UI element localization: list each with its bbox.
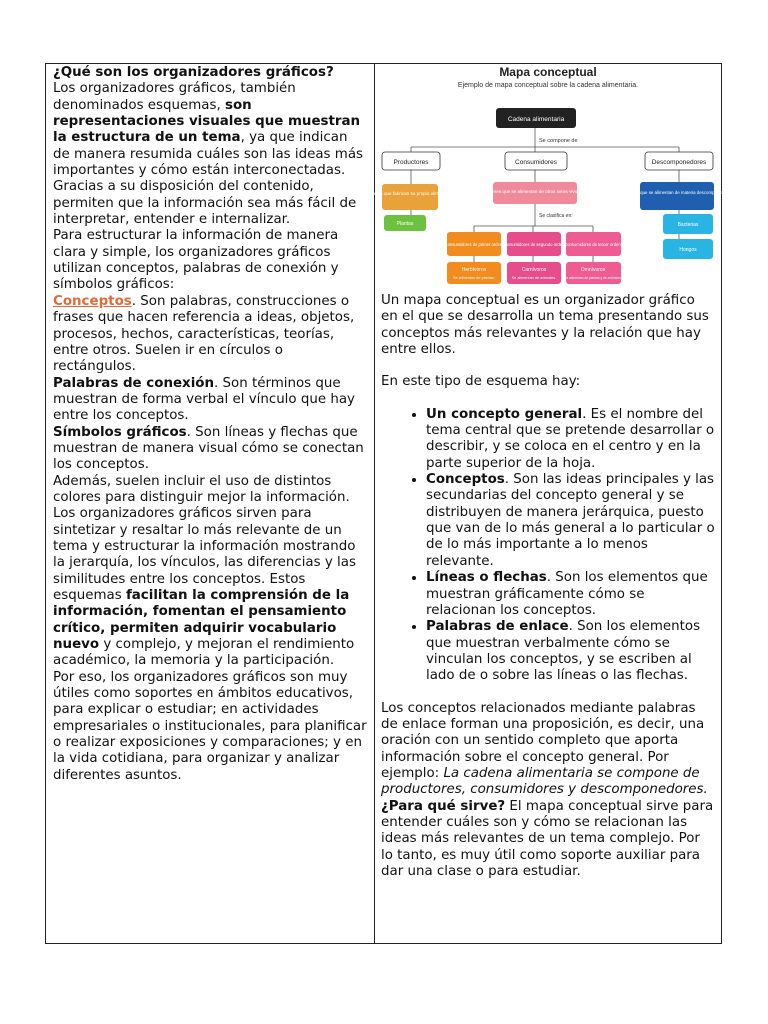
link-label-1: Se compone de <box>539 138 578 144</box>
productores-label: Productores <box>393 159 429 166</box>
purpose-paragraph: Los organizadores gráficos sirven para sintetizar y resaltar lo más relevante de un tema y estructurar la información mostrando la jerarquía, los vínculos, las diferencias y las similitudes entre los conceptos. Estos esquemas facilitan la comprensión de la información, fomentan el pensamiento crítico, permiten adquirir vocabulario nuevo y complejo, y mejoran el rendimiento académico, la memoria y la participación. <box>53 506 356 669</box>
link-label-2: Se clasifica en: <box>539 213 573 219</box>
figure-title: Mapa conceptual <box>499 65 597 79</box>
spacer <box>381 358 715 374</box>
omnivoros-label: Omnívoros <box>580 267 606 273</box>
right-column <box>370 64 727 943</box>
concept-map-diagram <box>370 64 727 292</box>
figure-subtitle: Ejemplo de mapa conceptual sobre la cadena alimentaria. <box>457 82 639 89</box>
plantas-label: Plantas <box>396 221 414 227</box>
c1-label: Consumidores de primer orden. <box>444 242 504 247</box>
right-intro: Un mapa conceptual es un organizador gráfico en el que se desarrolla un tema presentando sus conceptos más relevantes y la relación que hay entre ellos. <box>381 293 709 358</box>
consumidores-label: Consumidores <box>515 159 557 166</box>
productores-desc-node <box>382 184 438 210</box>
concept-map-figure <box>370 64 727 292</box>
simbolos-definition: Símbolos gráficos. Son líneas y flechas que muestran de manera visual cómo se conectan los conceptos. <box>53 424 364 473</box>
consumidores-desc-text: Seres que se alimentan de otros seres vivos. <box>489 189 581 194</box>
c2-label: Consumidores de segundo orden. <box>502 242 566 247</box>
omnivoros-sub: Se alimentan de plantas y de animales. <box>564 276 622 280</box>
carnivoros-label: Carnívoros <box>521 267 547 273</box>
descomponedores-label: Descomponedores <box>651 159 707 166</box>
left-column <box>46 64 375 943</box>
proposition-paragraph: Los conceptos relacionados mediante palabras de enlace forman una proposición, es decir, una oración con un sentido completo que aporta información sobre el concepto general. Por ejemplo: La cadena alimentaria se compone de productores, consumidores y descomponedores. ¿Para qué sirve? El mapa conceptual sirve para entender cuáles son y cómo se relacionan las ideas más relevantes de un tema complejo. Por lo tanto, es muy útil como soporte auxiliar para dar una clase o para estudiar. <box>381 700 714 879</box>
colors-paragraph: Además, suelen incluir el uso de distintos colores para distinguir mejor la información. <box>53 473 350 505</box>
carnivoros-node <box>507 262 561 284</box>
herbivoros-node <box>447 262 501 284</box>
list-item: • Líneas o flechas. Son los elementos que muestran gráficamente cómo se relacionan los conceptos. <box>426 570 715 619</box>
conceptos-definition: Conceptos. Son palabras, construcciones o frases que hacen referencia a ideas, objetos, procesos, hechos, características, teorías, entre otros. Suelen ir en círculos o rectángulos. <box>53 293 355 375</box>
palabras-definition: Palabras de conexión. Son términos que muestran de forma verbal el vínculo que hay entre los conceptos. <box>53 375 355 424</box>
descomponedores-desc-node <box>640 182 714 210</box>
descomponedores-desc-text: Seres que se alimentan de materia descompuesta. <box>627 190 727 195</box>
list-item: • Conceptos. Son las ideas principales y las secundarias del concepto general y se distribuyen de manera jerárquica, puesto que van de lo más general a lo particular o de lo más importante a lo menos relevante. <box>426 472 715 570</box>
intro-paragraph: Los organizadores gráficos, también denominados esquemas, son representaciones visuales que muestran la estructura de un tema, ya que indican de manera resumida cuáles son las ideas más importantes y cómo están interconectadas. Gracias a su disposición del contenido, permiten que la información sea más fácil de interpretar, entender e internalizar. <box>53 81 364 228</box>
carnivoros-sub: Se alimentan de animales. <box>511 276 557 280</box>
usage-paragraph: Por eso, los organizadores gráficos son muy útiles como soportes en ámbitos educativos, para explicar o estudiar; en actividades empresariales o institucionales, para planificar o realizar exposiciones y comparaciones; y en la vida cotidiana, para organizar y analizar diferentes asuntos. <box>53 669 367 783</box>
left-title: ¿Qué son los organizadores gráficos? <box>53 65 334 80</box>
elements-paragraph: Para estructurar la información de manera clara y simple, los organizadores gráficos utilizan conceptos, palabras de conexión y símbolos gráficos: <box>53 228 339 293</box>
right-hay: En este tipo de esquema hay: <box>381 374 581 390</box>
list-item: • Un concepto general. Es el nombre del tema central que se pretende desarrollar o describir, y se coloca en el centro y en la parte superior de la hoja. <box>426 407 715 472</box>
root-label: Cadena alimentaria <box>507 116 565 123</box>
herbivoros-label: Herbívoros <box>461 267 487 273</box>
conceptos-link[interactable]: Conceptos <box>53 293 132 309</box>
c3-label: Consumidores de tercer orden. <box>564 242 622 247</box>
productores-desc-text: Seres que fabrican su propio alimento. <box>370 191 450 196</box>
hongos-label: Hongos <box>679 247 697 253</box>
omnivoros-node <box>566 262 621 284</box>
bacterias-label: Bacterias <box>677 222 699 228</box>
content-table <box>45 63 727 944</box>
elements-list <box>381 407 715 685</box>
herbivoros-sub: Se alimentan de plantas. <box>453 276 495 280</box>
list-item: • Palabras de enlace. Son los elementos que muestran verbalmente cómo se vinculan los conceptos, y se escriben al lado de o sobre las líneas o las flechas. <box>426 619 715 684</box>
